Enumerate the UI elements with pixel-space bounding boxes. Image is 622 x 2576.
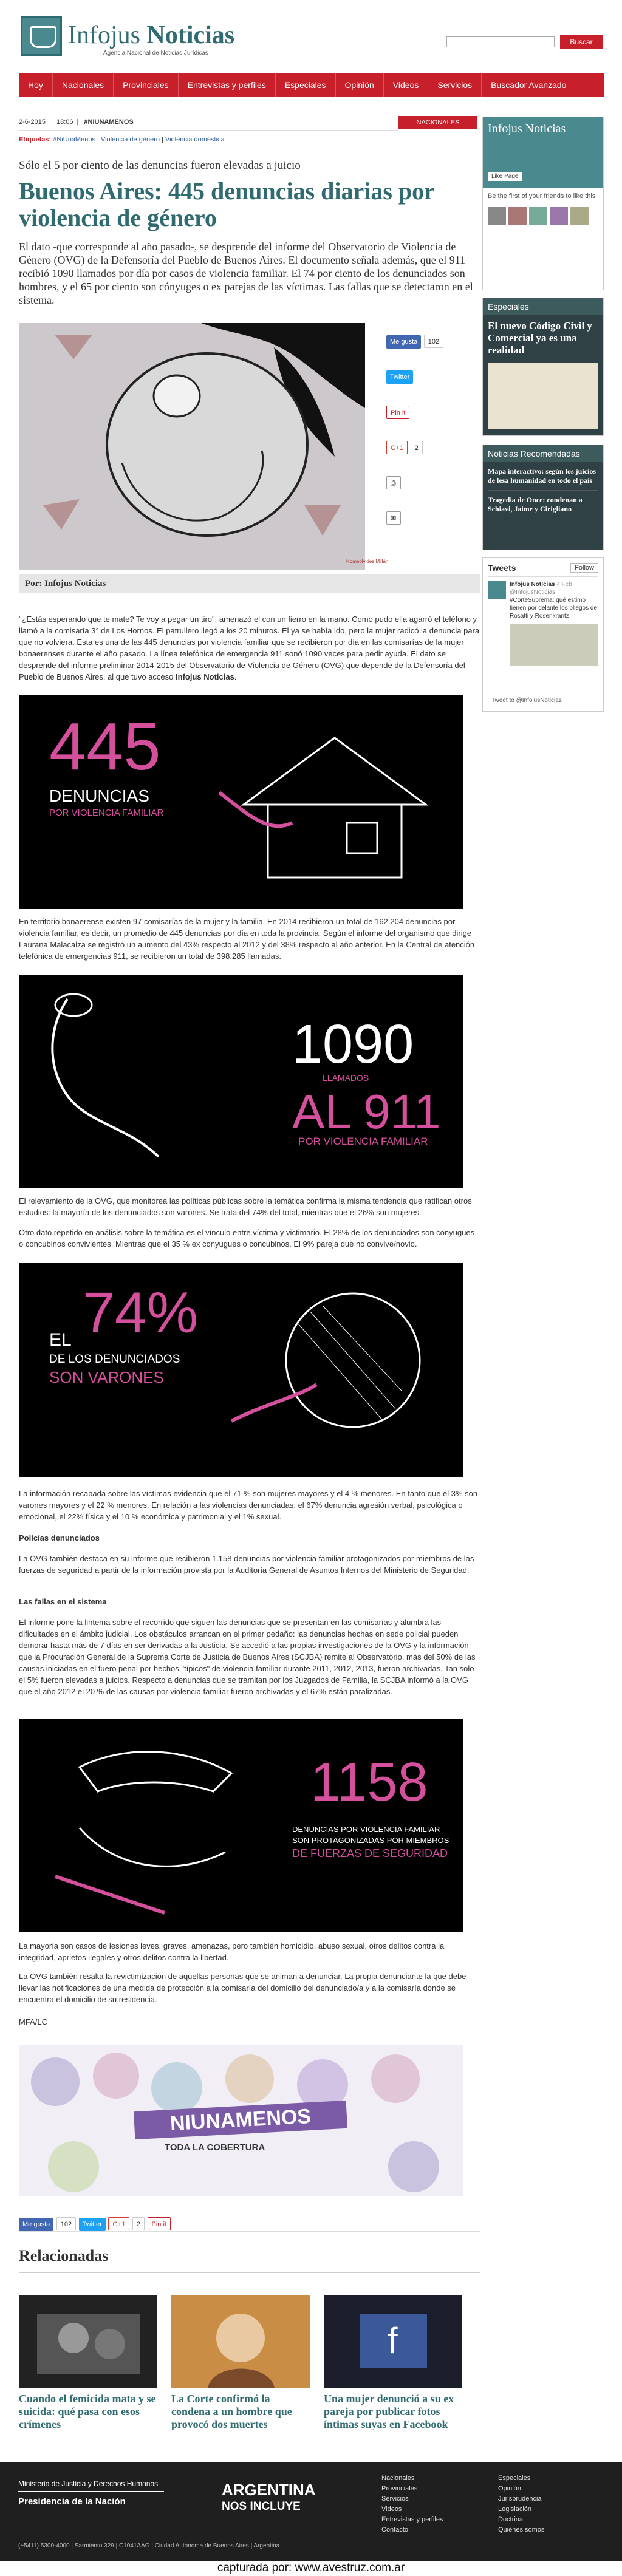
- recommended-box: [482, 445, 604, 550]
- twitter-widget: [482, 557, 604, 712]
- tweet-text: #CorteSuprema: qué estimo tienen por delante los pliegos de Rosatti y Rosenkrantz: [510, 597, 597, 619]
- nav-item-videos[interactable]: Videos: [383, 73, 428, 97]
- section-badge[interactable]: NACIONALES: [398, 116, 477, 129]
- especiales-body: [483, 315, 603, 435]
- footer-argentina: ARGENTINA: [222, 2481, 316, 2499]
- especiales-title: Especiales: [483, 298, 603, 315]
- svg-text:f: f: [388, 2320, 398, 2361]
- especiales-image: [488, 363, 598, 429]
- gplus-count: 2: [132, 2217, 145, 2230]
- infographic-line: DE LOS DENUNCIADOS: [49, 1353, 180, 1366]
- fb-like-count: 102: [56, 2217, 76, 2230]
- footer-ministry[interactable]: Ministerio de Justicia y Derechos Humanos: [18, 2479, 164, 2492]
- avatar: [550, 207, 568, 225]
- article-author: Por: Infojus Noticias: [19, 574, 480, 593]
- footer-link[interactable]: Doctrina: [498, 2516, 523, 2523]
- fb-like-button[interactable]: Me gusta: [386, 335, 421, 349]
- site-logo-title[interactable]: [68, 21, 234, 50]
- footer: [0, 2462, 622, 2561]
- infographic-1158: [19, 1719, 463, 1932]
- face-illustration: [219, 1275, 450, 1470]
- infographic-74: [19, 1263, 463, 1477]
- article-paragraph: En territorio bonaerense existen 97 comisarías de la mujer y la familia. En 2014 recibieron un total de 162.204 denuncias por violencia familiar, es decir, un promedio de 445 denuncias por día en toda la provincia. Según el informe del organismo que dirige Laurana Malacalza se registró un aumento del 43% respecto al 2012 y del 38% respecto al año anterior. En la Central de atención telefónica de emergencias 911, se recibieron un total de 398.285 llamadas.: [19, 917, 475, 961]
- tweet-author[interactable]: Infojus Noticias: [510, 581, 555, 588]
- related-divider: [19, 2272, 480, 2273]
- related-caption: Cuando el femicida mata y se suicida: qué pasa con esos crímenes: [19, 2393, 156, 2430]
- article-headline: Buenos Aires: 445 denuncias diarias por violencia de género: [19, 177, 435, 231]
- article-paragraph: El informe pone la lintema sobre el recorrido que siguen las denuncias que se presentan en las comisarías y alumbra las dificultades en el ámbito judicial. Los obstáculos arrancan en el primer pedaño: las denuncias hechas en sede policial pueden demorar hasta más de 7 días en ser derivadas a la Justicia. Se accedió a las propias investigaciones de la OVG y la información que la Procuración General de la Suprema Corte de Justicia de Buenos Aires (SCJBA) remite al Observatorio, más del 50% de las causas iniciadas en el fuero penal por hechos "típicos" de violencia familiar durante 2011, 2012, 2013, fueron archivadas. Tan solo el 5% fueron elevadas a juicios. Respecto a denuncias que se tramitan por los Juzgados de Familia, la SCJBA informó a la OVG que el año 2012 el 20 % de las causas por violencia familiar fueron archivadas y el 67% están paralizadas.: [19, 1618, 476, 1696]
- article-hashtag[interactable]: #NIUNAMENOS: [84, 118, 134, 126]
- infographic-number: 445: [49, 709, 161, 784]
- image-credit: Nomeolvides Millán: [346, 559, 389, 564]
- infographic-line: DENUNCIAS POR VIOLENCIA FAMILIAR: [292, 1825, 440, 1834]
- footer-link[interactable]: Videos: [381, 2506, 402, 2513]
- fb-faces: [483, 205, 603, 228]
- footer-link[interactable]: Servicios: [381, 2495, 409, 2503]
- article-date: 2-6-2015: [19, 118, 46, 126]
- avatar: [488, 207, 506, 225]
- site-logo-subtitle: Agencia Nacional de Noticias Jurídicas: [103, 50, 208, 56]
- meta-sep: |: [49, 118, 51, 126]
- infographic-line: SON PROTAGONIZADAS POR MIEMBROS: [292, 1836, 449, 1845]
- logo-word-a: Infojus: [68, 21, 140, 49]
- related-image: [324, 2295, 462, 2388]
- infographic-line: SON VARONES: [49, 1368, 164, 1386]
- infographic-number: 74%: [83, 1281, 199, 1345]
- tweet-handle[interactable]: @InfojusNoticias: [510, 589, 556, 596]
- article-paragraph: La OVG también destaca en su informe que recibieron 1.158 denuncias por violencia familiar protagonizados por miembros de las fuerzas de seguridad a partir de la información provista por la Auditoría General de Asuntos Internos del Ministerio de Seguridad.: [19, 1554, 474, 1575]
- article-time: 18:06: [56, 118, 73, 126]
- infographic-number: 1158: [310, 1752, 428, 1813]
- tweet-to-input[interactable]: Tweet to @InfojusNoticias: [488, 695, 598, 706]
- related-card[interactable]: [19, 2295, 157, 2431]
- capture-credit: capturada por: www.avestruz.com.ar: [217, 2561, 405, 2574]
- gplus-button[interactable]: G+1: [108, 2217, 129, 2230]
- recommended-title: Noticias Recomendadas: [483, 445, 603, 462]
- footer-link[interactable]: Jurisprudencia: [498, 2495, 542, 2503]
- related-image: [19, 2295, 157, 2388]
- paragraph-text: "¿Estás esperando que te mate? Te voy a pegar un tiro", amenazó el con un fierro en la mano. Como pudo ella agarró el teléfono y llamó a la comisaría 3° de Los Hornos. El patrullero llegó a los 20 minutos. El ya se había ido, pero la mujer radicó la denuncia para que no volviera. Esta es una de las 445 denuncias por violencia familiar que se recibieron por día en las comisarías de la mujer bonaerenses durante el año pasado. La línea telefónica de emergencia 911 sonó 1090 veces para pedir ayuda. El dato se desprende del informe preliminar 2014-2015 del Observatorio de Violencia de Género (OVG) que depende de la Defensoría del Pueblo de Buenos Aires, al que tuvo acceso: [19, 615, 480, 681]
- fb-like-button[interactable]: Me gusta: [19, 2218, 53, 2231]
- footer-link[interactable]: Contacto: [381, 2526, 409, 2533]
- footer-link[interactable]: Especiales: [498, 2475, 531, 2482]
- tweet-image: [510, 624, 598, 666]
- avatar: [570, 207, 589, 225]
- footer-links-col2: [498, 2473, 544, 2535]
- tweet-date: 4 Feb: [556, 581, 572, 588]
- tag-link[interactable]: Violencia de género: [100, 136, 160, 143]
- logo-word-b: Noticias: [146, 21, 235, 49]
- twitter-button[interactable]: Twitter: [386, 370, 413, 384]
- related-card[interactable]: [324, 2295, 462, 2431]
- especiales-text: El nuevo Código Civil y Comercial ya es una realidad: [488, 320, 592, 356]
- nav-item-nacionales[interactable]: Nacionales: [52, 73, 113, 97]
- infographic-line: DENUNCIAS: [49, 786, 149, 805]
- fb-cover: [483, 117, 603, 188]
- police-illustration: [31, 1731, 262, 1925]
- infographic-line: DE FUERZAS DE SEGURIDAD: [292, 1847, 448, 1859]
- footer-link[interactable]: Nacionales: [381, 2475, 415, 2482]
- email-icon[interactable]: ✉: [386, 511, 401, 525]
- especiales-box[interactable]: [482, 298, 604, 436]
- avatar: [529, 207, 547, 225]
- article-paragraph: La mayoría son casos de lesiones leves, graves, amenazas, pero también homicidio, abuso sexual, otros delitos contra la integridad, aprietos ilegales y otros delitos contra la libertad.: [19, 1941, 445, 1962]
- share-column: [386, 335, 471, 525]
- nav-item-especiales[interactable]: Especiales: [275, 73, 335, 97]
- recommended-item[interactable]: Mapa interactivo: según los juicios de lesa humanidad en todo el país: [488, 467, 598, 491]
- infographic-line: EL: [49, 1330, 72, 1350]
- follow-button[interactable]: Follow: [570, 563, 598, 573]
- footer-presidency[interactable]: Presidencia de la Nación: [18, 2496, 126, 2507]
- main-nav: [19, 73, 604, 97]
- infographic-line: LLAMADOS: [323, 1073, 369, 1083]
- nav-item-opinion[interactable]: Opinión: [335, 73, 383, 97]
- nav-item-entrevistas[interactable]: Entrevistas y perfiles: [178, 73, 275, 97]
- section-heading: Las fallas en el sistema: [19, 1597, 107, 1606]
- article-main-illustration: [19, 323, 365, 570]
- related-caption: Una mujer denunció a su ex pareja por publicar fotos íntimas suyas en Facebook: [324, 2393, 454, 2430]
- article-paragraph: La OVG también resalta la revictimización de aquellas personas que se animan a denunciar. La propia denunciante la que debe llevar las notificaciones de una medida de protección a la comisaría del domicilio del denunciado/a y a la comisaría donde se encuentra el domicilio de su residencia.: [19, 1972, 466, 2004]
- print-icon[interactable]: ⎙: [386, 476, 401, 489]
- article-meta: [19, 118, 398, 131]
- article-paragraph: Otro dato repetido en análisis sobre la temática es el vínculo entre víctima y victimario. El 28% de los denunciados son conyugues o concubinos convivientes. Mientras que el 35 % ex conyugues o concubinos. El 9% pareja que no convive/novio.: [19, 1228, 475, 1249]
- pinterest-button[interactable]: Pin it: [386, 406, 409, 419]
- article-paragraph: "¿Estás esperando que te mate? Te voy a pegar un tiro", amenazó el con un fierro en la mano. Como pudo ella agarró el teléfono y llamó a la comisaría 3° de Los Hornos. El patrullero llegó a los 20 minutos. El ya se había ido, pero la mujer radicó la denuncia para que no volviera. Esta es una de las 445 denuncias por violencia familiar que se recibieron por día en las comisarías de la mujer bonaerenses durante el año pasado. La línea telefónica de emergencia 911 sonó 1090 veces para pedir ayuda. El dato se desprende del informe preliminar 2014-2015 del Observatorio de Violencia de Género (OVG) que depende de la Defensoría del Pueblo de Buenos Aires, al que tuvo acceso Infojus Noticias.: [19, 615, 480, 681]
- meta-sep: |: [77, 118, 79, 126]
- footer-link[interactable]: Legislación: [498, 2506, 532, 2513]
- footer-link[interactable]: Provinciales: [381, 2485, 418, 2492]
- tweets-title: Tweets: [488, 563, 516, 573]
- paragraph-bold: Infojus Noticias: [176, 672, 234, 681]
- fb-like-page-button[interactable]: Like Page: [488, 172, 522, 181]
- footer-links-col1: [381, 2473, 443, 2535]
- banner-title: NIUNAMENOS: [134, 2101, 347, 2139]
- footer-link[interactable]: Opinión: [498, 2485, 521, 2492]
- section-heading: Policías denunciados: [19, 1533, 100, 1542]
- related-image: [171, 2295, 310, 2388]
- footer-address: (+5411) 5300-4000 | Sarmiento 329 | C1041AAG | Ciudad Autónoma de Buenos Aires | Argentina: [18, 2543, 280, 2549]
- fb-like-count: 102: [424, 335, 443, 348]
- house-illustration: [219, 720, 450, 896]
- footer-link[interactable]: Entrevistas y perfiles: [381, 2516, 443, 2523]
- gplus-count: 2: [411, 441, 423, 454]
- article-lead: El dato -que corresponde al año pasado-, se desprende del informe del Observatorio de Violencia de Género (OVG) de la Defensoría del Pueblo de Buenos Aires. El documento señala además, que el 911 recibió 1090 llamados por día por casos de violencia familiar. El 74 por ciento de los denunciados son hombres, y el 65 por ciento son cónyuges o ex parejas de las víctimas. Las fallas que se detectaron en el sistema.: [19, 240, 473, 306]
- article-paragraph: El relevamiento de la OVG, que monitorea las políticas públicas sobre la temática confirma la misma tendencia que ratifican otros estudios: la mayoría de los denunciados son varones. Se trata del 74% del total, mientras que el 26% son mujeres.: [19, 1196, 472, 1217]
- related-card[interactable]: [171, 2295, 310, 2431]
- nav-item-buscador[interactable]: Buscador Avanzado: [481, 73, 575, 97]
- avatar: [508, 207, 527, 225]
- search-input[interactable]: [446, 36, 555, 47]
- article-signature: MFA/LC: [19, 2017, 47, 2026]
- related-caption: La Corte confirmó la condena a un hombre que provocó dos muertes: [171, 2393, 292, 2430]
- gplus-button[interactable]: G+1: [386, 441, 408, 454]
- search-button[interactable]: Buscar: [560, 35, 603, 49]
- infographic-1090: [19, 975, 463, 1188]
- article-kicker: Sólo el 5 por ciento de las denuncias fueron elevadas a juicio: [19, 159, 301, 172]
- footer-link[interactable]: Quiénes somos: [498, 2526, 545, 2533]
- niunamenos-banner[interactable]: [19, 2045, 463, 2196]
- nav-item-provinciales[interactable]: Provinciales: [113, 73, 177, 97]
- infographic-line: AL 911: [292, 1085, 441, 1139]
- article-paragraph: La información recabada sobre las víctimas evidencia que el 71 % son mujeres mayores y el 4 % menores. En tanto que el 3% son varones mayores y el 22 % menores. En relación a las violencias denunciadas: el 67% denuncia agresión verbal, psicológica o emocional, el 22% física y el 10 % económica y patrimonial y el 1% sexual.: [19, 1489, 478, 1521]
- facebook-widget: [482, 117, 604, 290]
- related-title: Relacionadas: [19, 2247, 109, 2264]
- tags-row: Etiquetas: #NiUnaMenos | Violencia de género | Violencia doméstica: [19, 136, 225, 143]
- illustration-svg: [19, 323, 365, 570]
- pinterest-button[interactable]: Pin it: [148, 2217, 171, 2230]
- tag-link[interactable]: #NiUnaMenos: [53, 136, 95, 143]
- fb-page-name[interactable]: Infojus Noticias: [488, 122, 566, 135]
- nav-item-servicios[interactable]: Servicios: [428, 73, 481, 97]
- infographic-line: POR VIOLENCIA FAMILIAR: [298, 1136, 428, 1147]
- tag-link[interactable]: Violencia doméstica: [165, 136, 225, 143]
- infographic-445: [19, 695, 463, 909]
- infographic-line: POR VIOLENCIA FAMILIAR: [49, 808, 164, 818]
- phone-illustration: [31, 987, 189, 1181]
- recommended-item[interactable]: Tragedia de Once: condenan a Schiavi, Jaime y Cirigliano: [488, 496, 583, 513]
- nav-item-hoy[interactable]: Hoy: [28, 80, 43, 90]
- tags-label: Etiquetas:: [19, 136, 52, 143]
- avatar: [488, 581, 506, 599]
- fb-text: Be the first of your friends to like this: [488, 193, 596, 200]
- twitter-button[interactable]: Twitter: [79, 2218, 106, 2231]
- footer-incluye: NOS INCLUYE: [222, 2500, 301, 2513]
- infographic-number: 1090: [292, 1014, 414, 1075]
- banner-subtitle: TODA LA COBERTURA: [165, 2142, 265, 2153]
- share-bar-bottom: [19, 2217, 480, 2232]
- logo-icon[interactable]: [21, 16, 62, 56]
